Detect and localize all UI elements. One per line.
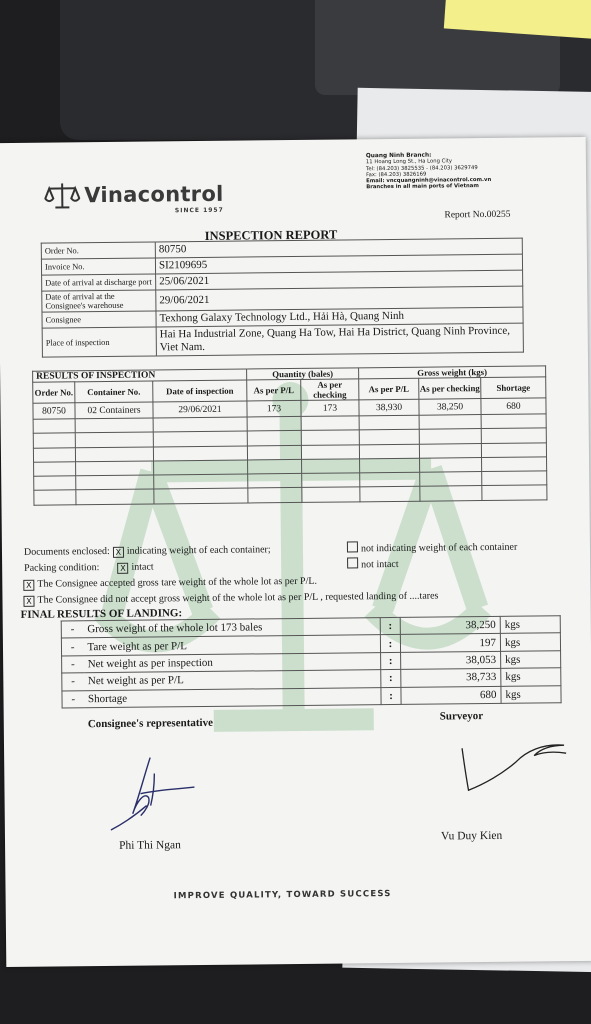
gross-weight-header: Gross weight (kgs) — [359, 366, 546, 379]
surveyor-signature-icon — [454, 737, 575, 798]
row-label: Gross weight of the whole lot 173 bales — [83, 618, 380, 638]
col-qty-pl: As per P/L — [247, 379, 301, 401]
row-dash: - — [62, 656, 84, 674]
order-no-label: Order No. — [41, 242, 155, 259]
report-title: INSPECTION REPORT — [204, 227, 338, 243]
consignee-signature-icon — [104, 753, 215, 834]
row-dash: - — [62, 690, 84, 708]
row-colon: : — [380, 617, 400, 635]
col-gross-pl: As per P/L — [359, 378, 419, 400]
documents-unchecked-text: not indicating weight of each container — [360, 541, 518, 555]
results-section-title: RESULTS OF INSPECTION — [33, 369, 247, 382]
row-unit: kgs — [501, 685, 561, 703]
accepted-checkbox: X — [23, 580, 34, 591]
row-value: 38,733 — [401, 669, 501, 687]
surveyor-name: Vu Duy Kien — [440, 829, 503, 843]
arrival-discharge-label: Date of arrival at discharge port — [42, 274, 156, 291]
col-container-no: Container No. — [75, 381, 153, 403]
col-date-inspection: Date of inspection — [153, 380, 247, 402]
cell-gross-checking: 38,250 — [419, 399, 481, 416]
cell-qty-checking: 173 — [301, 400, 359, 417]
cell-gross-pl: 38,930 — [359, 399, 419, 416]
company-name — [84, 181, 224, 215]
packing-line — [24, 561, 154, 574]
branch-line: Tel: (84.203) 3825535 - (84.203) 3629749 — [365, 164, 478, 172]
row-unit: kgs — [500, 633, 560, 651]
row-value: 38,250 — [400, 616, 500, 634]
surveyor-label: Surveyor — [439, 710, 484, 723]
not-accepted-checkbox: X — [23, 596, 34, 607]
since-text: SINCE 1957 — [174, 206, 224, 215]
packing-alt-line — [344, 557, 399, 571]
row-dash: - — [61, 638, 83, 656]
scale-logo-icon — [44, 180, 80, 210]
inspection-report-page — [0, 137, 591, 967]
place-value: Hai Ha Industrial Zone, Quang Ha Tow, Hai Ha District, Quang Ninh Province, Viet Nam. — [156, 323, 523, 356]
consignee-value: Texhong Galaxy Technology Ltd., Hải Hà, Quang Ninh — [156, 307, 523, 327]
cell-date-inspection: 29/06/2021 — [153, 401, 247, 418]
documents-checkbox-checked: X — [113, 547, 124, 558]
col-shortage: Shortage — [481, 377, 546, 399]
cell-shortage: 680 — [481, 398, 546, 415]
packing-label: Packing condition: — [24, 562, 100, 574]
row-label: Tare weight as per P/L — [83, 635, 380, 655]
arrival-discharge-value: 25/06/2021 — [156, 270, 523, 290]
col-order-no: Order No. — [33, 382, 75, 403]
consignee-label: Consignee — [42, 311, 156, 328]
vinacontrol-logo — [44, 179, 224, 215]
arrival-warehouse-label: Date of arrival at the Consignee's warehouse — [42, 290, 156, 312]
row-colon: : — [381, 687, 401, 705]
branch-line: Quang Ninh Branch: — [365, 152, 432, 160]
footer-slogan: IMPROVE QUALITY, TOWARD SUCCESS — [173, 889, 392, 902]
branch-line: Branches in all main ports of Vietnam — [366, 183, 479, 191]
row-unit: kgs — [500, 616, 560, 634]
cell-order-no: 80750 — [33, 403, 75, 419]
cell-container-no: 02 Containers — [75, 402, 153, 419]
branch-line: Fax: (84.203) 3826169 — [366, 171, 427, 179]
row-label: Net weight as per inspection — [84, 652, 381, 672]
col-qty-checking: As per checking — [301, 379, 359, 401]
branch-info — [366, 151, 566, 191]
info-row-place — [42, 323, 523, 357]
branch-line: 11 Hoang Long St., Ha Long City — [365, 158, 453, 166]
row-unit: kgs — [501, 668, 561, 686]
row-unit: kgs — [501, 651, 561, 669]
not-accepted-text: The Consignee did not accept gross weight of the whole lot as per P/L , requested landing of ....tares — [37, 590, 439, 606]
row-label: Shortage — [84, 687, 381, 707]
row-colon: : — [380, 635, 400, 653]
row-colon: : — [381, 652, 401, 670]
packing-checkbox-empty — [347, 557, 358, 568]
row-value: 38,053 — [401, 651, 501, 669]
row-value: 680 — [401, 686, 501, 704]
report-number: Report No.00255 — [444, 209, 511, 221]
col-gross-checking: As per checking — [419, 378, 481, 400]
invoice-label: Invoice No. — [41, 258, 155, 275]
documents-alt-line — [344, 540, 517, 555]
accepted-text: The Consignee accepted gross tare weight of the whole lot as per P/L. — [37, 575, 318, 590]
consignee-name: Phi Thi Ngan — [119, 839, 181, 852]
final-results-title: FINAL RESULTS OF LANDING: — [20, 607, 183, 621]
final-results-table — [61, 615, 562, 708]
row-label: Net weight as per P/L — [84, 670, 381, 690]
arrival-warehouse-value: 29/06/2021 — [156, 286, 523, 311]
row-value: 197 — [400, 634, 500, 652]
row-colon: : — [381, 670, 401, 688]
invoice-value: SI2109695 — [155, 254, 522, 274]
shipment-info-table — [41, 238, 524, 358]
place-label: Place of inspection — [42, 327, 156, 357]
row-dash: - — [61, 621, 83, 639]
documents-checkbox-empty — [347, 541, 358, 552]
order-no-value: 80750 — [155, 238, 522, 258]
consignee-rep-label: Consignee's representative — [87, 716, 214, 731]
cell-qty-pl: 173 — [247, 400, 301, 417]
documents-label: Documents enclosed: — [23, 545, 110, 558]
packing-checkbox-checked: X — [117, 563, 128, 574]
documents-checked-text: indicating weight of each container; — [126, 544, 271, 557]
branch-line: Email: vncquangninh@vinacontrol.com.vn — [366, 177, 492, 185]
company-name-text: Vinacontrol — [84, 181, 224, 208]
row-dash: - — [62, 673, 84, 691]
quantity-header: Quantity (bales) — [247, 368, 359, 380]
results-table — [32, 365, 547, 505]
packing-checked-text: intact — [131, 561, 154, 573]
packing-unchecked-text: not intact — [361, 558, 399, 571]
